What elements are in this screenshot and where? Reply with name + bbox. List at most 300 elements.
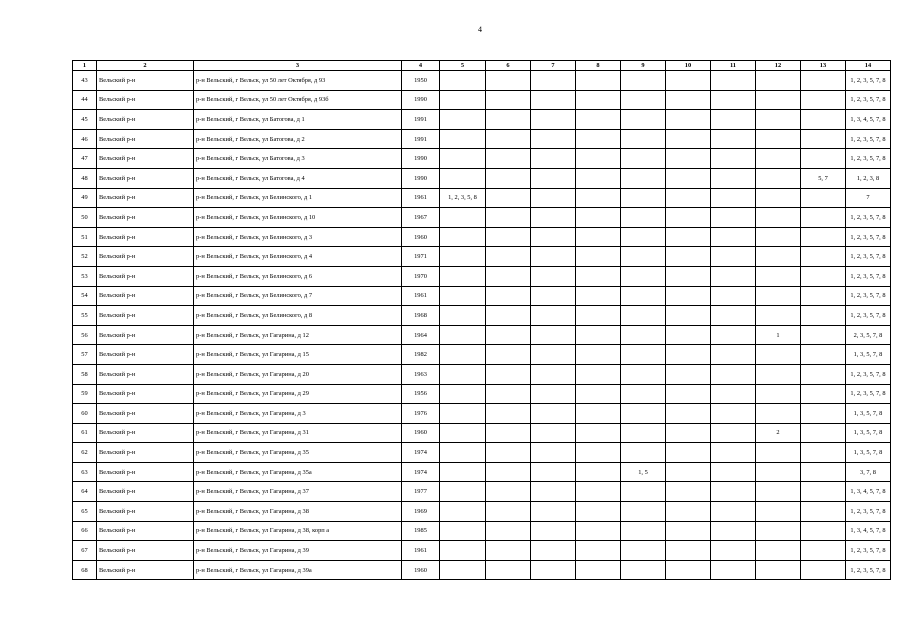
table-row [73,462,891,482]
col8-cell [576,110,621,130]
address-cell: р-н Вельский, г Вельск, ул 50 лет Октября, д 93 [194,71,402,91]
col11-cell [711,325,756,345]
col6-cell [486,188,531,208]
col8-cell [576,404,621,424]
col13-cell [801,208,846,228]
column-header: 5 [440,61,486,71]
col5-cell [440,90,486,110]
col10-cell [666,266,711,286]
col5-cell [440,247,486,267]
col10-cell [666,462,711,482]
table-row [73,90,891,110]
col7-cell [531,502,576,522]
col12-cell [756,149,801,169]
col14-cell: 1, 2, 3, 5, 7, 8 [846,208,891,228]
year-cell: 1990 [402,149,440,169]
col7-cell [531,423,576,443]
col9-cell [621,90,666,110]
col9-cell [621,129,666,149]
col7-cell [531,443,576,463]
address-cell: р-н Вельский, г Вельск, ул Белинского, д 3 [194,227,402,247]
row-number-cell: 53 [73,266,97,286]
year-cell: 1950 [402,71,440,91]
address-cell: р-н Вельский, г Вельск, ул 50 лет Октября, д 93б [194,90,402,110]
col8-cell [576,521,621,541]
row-number-cell: 49 [73,188,97,208]
col12-cell [756,482,801,502]
col5-cell [440,482,486,502]
column-header: 6 [486,61,531,71]
col14-cell: 1, 2, 3, 5, 7, 8 [846,364,891,384]
year-cell: 1968 [402,306,440,326]
district-cell: Вельский р-н [97,325,194,345]
col6-cell [486,208,531,228]
district-cell: Вельский р-н [97,266,194,286]
col10-cell [666,521,711,541]
col7-cell [531,482,576,502]
address-cell: р-н Вельский, г Вельск, ул Батогова, д 2 [194,129,402,149]
year-cell: 1991 [402,110,440,130]
district-cell: Вельский р-н [97,71,194,91]
table-row [73,560,891,580]
col7-cell [531,404,576,424]
col5-cell [440,541,486,561]
district-cell: Вельский р-н [97,384,194,404]
address-cell: р-н Вельский, г Вельск, ул Белинского, д 4 [194,247,402,267]
col9-cell: 1, 5 [621,462,666,482]
col11-cell [711,227,756,247]
col8-cell [576,325,621,345]
col7-cell [531,208,576,228]
col8-cell [576,462,621,482]
district-cell: Вельский р-н [97,541,194,561]
year-cell: 1974 [402,443,440,463]
address-cell: р-н Вельский, г Вельск, ул Гагарина, д 29 [194,384,402,404]
table-row [73,502,891,522]
col7-cell [531,90,576,110]
col7-cell [531,227,576,247]
address-cell: р-н Вельский, г Вельск, ул Белинского, д 1 [194,188,402,208]
col11-cell [711,266,756,286]
col13-cell [801,560,846,580]
col8-cell [576,286,621,306]
col12-cell [756,384,801,404]
year-cell: 1974 [402,462,440,482]
table-row [73,306,891,326]
table-row [73,482,891,502]
district-cell: Вельский р-н [97,423,194,443]
col11-cell [711,208,756,228]
table-row [73,208,891,228]
col5-cell [440,404,486,424]
col10-cell [666,188,711,208]
col13-cell [801,227,846,247]
col5-cell [440,462,486,482]
col8-cell [576,384,621,404]
column-header: 12 [756,61,801,71]
column-header: 3 [194,61,402,71]
district-cell: Вельский р-н [97,462,194,482]
col11-cell [711,502,756,522]
col8-cell [576,423,621,443]
row-number-cell: 48 [73,168,97,188]
col8-cell [576,188,621,208]
table-row [73,71,891,91]
row-number-cell: 58 [73,364,97,384]
col14-cell: 1, 3, 4, 5, 7, 8 [846,110,891,130]
col13-cell [801,71,846,91]
col5-cell [440,110,486,130]
col8-cell [576,364,621,384]
col10-cell [666,71,711,91]
district-cell: Вельский р-н [97,227,194,247]
col5-cell [440,168,486,188]
col7-cell [531,560,576,580]
col10-cell [666,110,711,130]
col11-cell [711,110,756,130]
col7-cell [531,325,576,345]
col11-cell [711,247,756,267]
col14-cell: 1, 3, 5, 7, 8 [846,443,891,463]
col13-cell [801,90,846,110]
year-cell: 1967 [402,208,440,228]
col13-cell [801,384,846,404]
col14-cell: 1, 2, 3, 5, 7, 8 [846,560,891,580]
col14-cell: 2, 3, 5, 7, 8 [846,325,891,345]
address-cell: р-н Вельский, г Вельск, ул Батогова, д 3 [194,149,402,169]
col7-cell [531,71,576,91]
col11-cell [711,423,756,443]
col14-cell: 1, 2, 3, 5, 7, 8 [846,306,891,326]
col6-cell [486,90,531,110]
year-cell: 1990 [402,90,440,110]
table-row [73,168,891,188]
page-number: 4 [478,25,482,34]
district-cell: Вельский р-н [97,404,194,424]
col13-cell [801,443,846,463]
row-number-cell: 52 [73,247,97,267]
col12-cell [756,286,801,306]
col13-cell: 5, 7 [801,168,846,188]
col9-cell [621,423,666,443]
col11-cell [711,306,756,326]
col6-cell [486,247,531,267]
table-row [73,364,891,384]
row-number-cell: 55 [73,306,97,326]
register-table [72,60,891,580]
col12-cell [756,541,801,561]
col9-cell [621,482,666,502]
address-cell: р-н Вельский, г Вельск, ул Белинского, д 8 [194,306,402,326]
col8-cell [576,560,621,580]
col14-cell: 1, 3, 4, 5, 7, 8 [846,521,891,541]
col7-cell [531,345,576,365]
col8-cell [576,482,621,502]
district-cell: Вельский р-н [97,345,194,365]
col11-cell [711,364,756,384]
year-cell: 1961 [402,286,440,306]
col12-cell [756,306,801,326]
address-cell: р-н Вельский, г Вельск, ул Белинского, д 6 [194,266,402,286]
col13-cell [801,247,846,267]
address-cell: р-н Вельский, г Вельск, ул Гагарина, д 37 [194,482,402,502]
col14-cell: 1, 3, 5, 7, 8 [846,345,891,365]
col9-cell [621,521,666,541]
col6-cell [486,502,531,522]
col14-cell: 1, 2, 3, 5, 7, 8 [846,286,891,306]
col8-cell [576,443,621,463]
col8-cell [576,345,621,365]
address-cell: р-н Вельский, г Вельск, ул Батогова, д 4 [194,168,402,188]
district-cell: Вельский р-н [97,110,194,130]
col5-cell [440,423,486,443]
col5-cell [440,384,486,404]
year-cell: 1956 [402,384,440,404]
col12-cell [756,247,801,267]
col13-cell [801,110,846,130]
col13-cell [801,266,846,286]
col10-cell [666,482,711,502]
col11-cell [711,168,756,188]
table-row [73,188,891,208]
year-cell: 1991 [402,129,440,149]
column-header: 10 [666,61,711,71]
col9-cell [621,247,666,267]
col6-cell [486,482,531,502]
row-number-cell: 64 [73,482,97,502]
address-cell: р-н Вельский, г Вельск, ул Гагарина, д 20 [194,364,402,384]
col5-cell [440,364,486,384]
col6-cell [486,306,531,326]
row-number-cell: 68 [73,560,97,580]
table-row [73,404,891,424]
table-row [73,286,891,306]
col12-cell [756,266,801,286]
row-number-cell: 54 [73,286,97,306]
col7-cell [531,110,576,130]
address-cell: р-н Вельский, г Вельск, ул Белинского, д 10 [194,208,402,228]
row-number-cell: 45 [73,110,97,130]
col10-cell [666,364,711,384]
col12-cell [756,404,801,424]
col12-cell [756,502,801,522]
district-cell: Вельский р-н [97,247,194,267]
address-cell: р-н Вельский, г Вельск, ул Гагарина, д 39а [194,560,402,580]
col13-cell [801,188,846,208]
col7-cell [531,188,576,208]
col11-cell [711,482,756,502]
address-cell: р-н Вельский, г Вельск, ул Белинского, д 7 [194,286,402,306]
col6-cell [486,266,531,286]
address-cell: р-н Вельский, г Вельск, ул Гагарина, д 15 [194,345,402,365]
col9-cell [621,306,666,326]
district-cell: Вельский р-н [97,306,194,326]
col12-cell: 1 [756,325,801,345]
col9-cell [621,71,666,91]
column-header: 4 [402,61,440,71]
col14-cell: 1, 2, 3, 5, 7, 8 [846,502,891,522]
col5-cell [440,286,486,306]
col9-cell [621,149,666,169]
year-cell: 1982 [402,345,440,365]
col14-cell: 1, 2, 3, 5, 7, 8 [846,247,891,267]
col5-cell [440,227,486,247]
year-cell: 1961 [402,541,440,561]
district-cell: Вельский р-н [97,129,194,149]
col10-cell [666,502,711,522]
table-row [73,247,891,267]
col14-cell: 7 [846,188,891,208]
row-number-cell: 51 [73,227,97,247]
col14-cell: 1, 2, 3, 5, 7, 8 [846,384,891,404]
col14-cell: 1, 2, 3, 5, 7, 8 [846,149,891,169]
col11-cell [711,286,756,306]
year-cell: 1985 [402,521,440,541]
col9-cell [621,227,666,247]
year-cell: 1960 [402,560,440,580]
district-cell: Вельский р-н [97,286,194,306]
year-cell: 1970 [402,266,440,286]
col13-cell [801,325,846,345]
col11-cell [711,560,756,580]
row-number-cell: 66 [73,521,97,541]
col6-cell [486,521,531,541]
col12-cell [756,129,801,149]
col6-cell [486,168,531,188]
col11-cell [711,404,756,424]
col9-cell [621,364,666,384]
col8-cell [576,266,621,286]
col11-cell [711,345,756,365]
row-number-cell: 47 [73,149,97,169]
col6-cell [486,364,531,384]
col7-cell [531,384,576,404]
table-row [73,227,891,247]
col6-cell [486,286,531,306]
col5-cell [440,71,486,91]
col8-cell [576,208,621,228]
col6-cell [486,541,531,561]
col14-cell: 1, 3, 5, 7, 8 [846,423,891,443]
col8-cell [576,149,621,169]
table-body [73,71,891,580]
district-cell: Вельский р-н [97,364,194,384]
column-header: 14 [846,61,891,71]
table-row [73,110,891,130]
col10-cell [666,384,711,404]
row-number-cell: 59 [73,384,97,404]
col8-cell [576,90,621,110]
address-cell: р-н Вельский, г Вельск, ул Гагарина, д 38 [194,502,402,522]
col10-cell [666,423,711,443]
col13-cell [801,129,846,149]
col7-cell [531,541,576,561]
header-row [73,61,891,71]
col6-cell [486,227,531,247]
row-number-cell: 67 [73,541,97,561]
address-cell: р-н Вельский, г Вельск, ул Гагарина, д 12 [194,325,402,345]
row-number-cell: 57 [73,345,97,365]
col9-cell [621,384,666,404]
col5-cell [440,502,486,522]
year-cell: 1960 [402,227,440,247]
col12-cell [756,208,801,228]
col14-cell: 1, 2, 3, 5, 7, 8 [846,71,891,91]
col12-cell [756,443,801,463]
col5-cell [440,129,486,149]
year-cell: 1961 [402,188,440,208]
col13-cell [801,149,846,169]
year-cell: 1963 [402,364,440,384]
column-header: 9 [621,61,666,71]
col13-cell [801,462,846,482]
col10-cell [666,306,711,326]
col9-cell [621,266,666,286]
col8-cell [576,168,621,188]
col7-cell [531,521,576,541]
col13-cell [801,404,846,424]
row-number-cell: 63 [73,462,97,482]
col11-cell [711,443,756,463]
col5-cell [440,443,486,463]
column-header: 13 [801,61,846,71]
col10-cell [666,129,711,149]
col9-cell [621,502,666,522]
column-header: 8 [576,61,621,71]
col12-cell [756,345,801,365]
col13-cell [801,521,846,541]
col5-cell: 1, 2, 3, 5, 8 [440,188,486,208]
col12-cell [756,71,801,91]
col10-cell [666,560,711,580]
column-header: 7 [531,61,576,71]
col13-cell [801,482,846,502]
col5-cell [440,266,486,286]
address-cell: р-н Вельский, г Вельск, ул Батогова, д 1 [194,110,402,130]
col6-cell [486,71,531,91]
col12-cell [756,110,801,130]
col8-cell [576,71,621,91]
col13-cell [801,364,846,384]
col8-cell [576,247,621,267]
col6-cell [486,345,531,365]
year-cell: 1990 [402,168,440,188]
col14-cell: 1, 2, 3, 8 [846,168,891,188]
district-cell: Вельский р-н [97,90,194,110]
col9-cell [621,208,666,228]
col14-cell: 1, 2, 3, 5, 7, 8 [846,266,891,286]
col11-cell [711,521,756,541]
col10-cell [666,404,711,424]
col7-cell [531,462,576,482]
row-number-cell: 61 [73,423,97,443]
col13-cell [801,502,846,522]
col6-cell [486,129,531,149]
col11-cell [711,129,756,149]
col11-cell [711,462,756,482]
col12-cell [756,462,801,482]
column-header: 2 [97,61,194,71]
col9-cell [621,345,666,365]
row-number-cell: 62 [73,443,97,463]
col5-cell [440,325,486,345]
col5-cell [440,306,486,326]
row-number-cell: 44 [73,90,97,110]
col9-cell [621,443,666,463]
table-row [73,345,891,365]
table-row [73,384,891,404]
col6-cell [486,149,531,169]
